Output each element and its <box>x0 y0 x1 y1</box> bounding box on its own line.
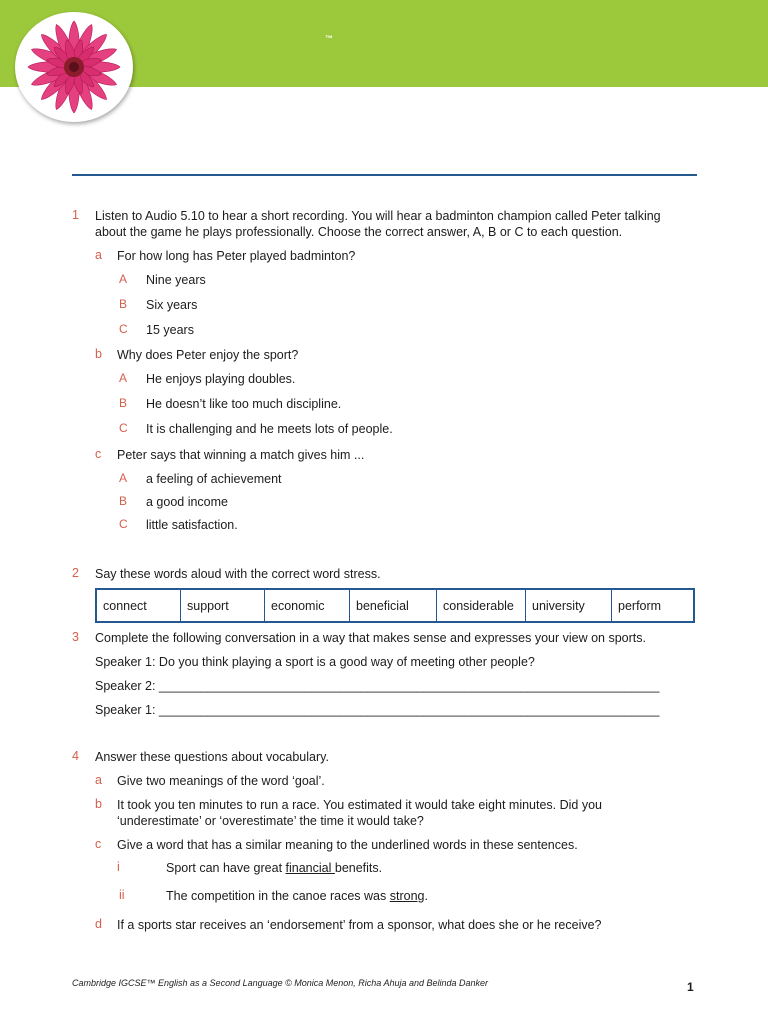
q1a-option-label: A <box>119 272 128 286</box>
q1c-option-text: a feeling of achievement <box>146 472 282 486</box>
question-4-number: 4 <box>72 749 79 763</box>
question-4-text: Answer these questions about vocabulary. <box>95 750 329 764</box>
word-cell: considerable <box>437 590 526 621</box>
q1c-option-label: C <box>119 517 128 531</box>
underlined-word: strong <box>389 889 425 903</box>
q1c-option-text: a good income <box>146 495 229 509</box>
question-1a-label: a <box>95 248 102 262</box>
question-4a-label: a <box>95 773 102 787</box>
question-2-text: Say these words aloud with the correct word stress. <box>95 567 381 581</box>
question-1c-text: Peter says that winning a match gives him ... <box>117 448 365 462</box>
question-4c-text: Give a word that has a similar meaning to the underlined words in these sentences. <box>117 838 578 852</box>
question-4a-text: Give two meanings of the word ‘goal’. <box>117 774 325 788</box>
q1a-option-text: Six years <box>146 298 198 312</box>
speaker-1-line: Speaker 1: Do you think playing a sport is a good way of meeting other people? <box>95 655 535 669</box>
sentence-text: benefits. <box>334 861 383 875</box>
sentence-text: The competition in the canoe races was <box>166 889 390 903</box>
q1c-option-label: A <box>119 471 128 485</box>
q1b-option-label: B <box>119 396 128 410</box>
q1b-option-text: It is challenging and he meets lots of people. <box>146 422 393 436</box>
q1a-option-label: B <box>119 297 128 311</box>
question-4c-label: c <box>95 837 102 851</box>
question-4c-ii-label: ii <box>119 888 125 902</box>
question-3-text: Complete the following conversation in a way that makes sense and expresses your view on sports. <box>95 631 646 645</box>
question-1c-label: c <box>95 447 102 461</box>
question-1-number: 1 <box>72 208 79 222</box>
header-divider <box>72 174 697 176</box>
q1a-option-text: 15 years <box>146 323 194 337</box>
trademark-symbol: ™ <box>325 34 333 43</box>
sentence-text: Sport can have great <box>166 861 286 875</box>
flower-logo <box>15 12 133 122</box>
question-4c-i-sentence <box>166 860 382 876</box>
footer-citation: Cambridge IGCSE™ English as a Second Language © Monica Menon, Richa Ahuja and Belinda Danker <box>72 978 489 988</box>
q1b-option-label: A <box>119 371 128 385</box>
word-stress-table <box>95 588 695 623</box>
sentence-text: . <box>424 889 428 903</box>
word-cell: economic <box>265 590 350 621</box>
question-4c-ii-sentence <box>166 888 428 904</box>
page-number: 1 <box>687 980 694 994</box>
word-cell: university <box>526 590 612 621</box>
question-3-number: 3 <box>72 630 79 644</box>
q1c-option-text: little satisfaction. <box>146 518 238 532</box>
question-4b-text-line-2: ‘underestimate’ or ‘overestimate’ the time it would take? <box>117 814 424 828</box>
question-4c-i-label: i <box>117 860 120 874</box>
question-1-text-line-1: Listen to Audio 5.10 to hear a short recording. You will hear a badminton champion called Peter talking <box>95 209 661 223</box>
question-4d-label: d <box>95 917 102 931</box>
speaker-1-answer-line: Speaker 1: ________________________________________________________________________ <box>95 703 660 717</box>
underlined-word: financial <box>285 861 335 875</box>
question-1-text-line-2: about the game he plays professionally. Choose the correct answer, A, B or C to each question. <box>95 225 623 239</box>
flower-icon <box>24 17 124 117</box>
q1a-option-label: C <box>119 322 128 336</box>
q1a-option-text: Nine years <box>146 273 206 287</box>
q1b-option-text: He enjoys playing doubles. <box>146 372 296 386</box>
question-2-number: 2 <box>72 566 79 580</box>
word-cell: beneficial <box>350 590 437 621</box>
question-4d-text: If a sports star receives an ‘endorsement’ from a sponsor, what does she or he receive? <box>117 918 602 932</box>
q1b-option-text: He doesn’t like too much discipline. <box>146 397 342 411</box>
question-1a-text: For how long has Peter played badminton? <box>117 249 356 263</box>
q1c-option-label: B <box>119 494 128 508</box>
question-1b-text: Why does Peter enjoy the sport? <box>117 348 299 362</box>
word-cell: connect <box>97 590 181 621</box>
question-4b-text-line-1: It took you ten minutes to run a race. You estimated it would take eight minutes. Did you <box>117 798 602 812</box>
word-cell: support <box>181 590 265 621</box>
word-cell: perform <box>618 598 662 613</box>
question-1b-label: b <box>95 347 102 361</box>
q1b-option-label: C <box>119 421 128 435</box>
question-4b-label: b <box>95 797 102 811</box>
speaker-2-answer-line: Speaker 2: ________________________________________________________________________ <box>95 679 660 693</box>
